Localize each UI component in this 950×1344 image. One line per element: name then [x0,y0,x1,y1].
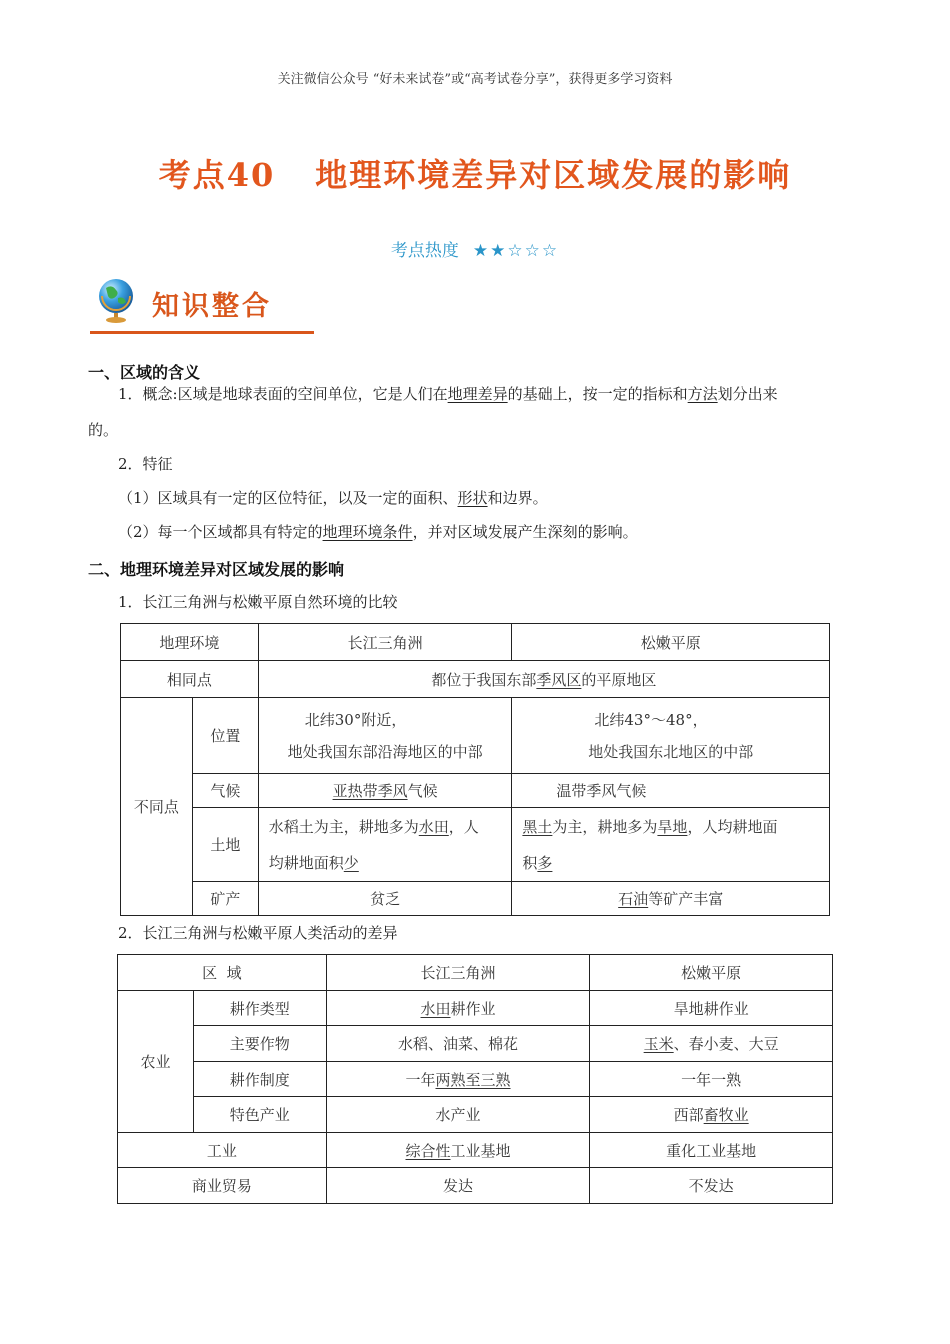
title-prefix: 考点40 [158,156,276,194]
subsection-1-title: 1．长江三角洲与松嫩平原自然环境的比较 [118,593,398,611]
table-header-cell: 地理环境 [121,624,259,661]
table-row [121,774,830,808]
table-row [118,1062,833,1097]
header-note: 关注微信公众号 “好未来试卷”或“高考试卷分享”，获得更多学习资料 [277,72,673,87]
table-cell: 亚热带季风气候 [258,774,512,808]
heat-rating [0,236,950,261]
table-row [118,991,833,1026]
subsection-2-title: 2．长江三角洲与松嫩平原人类活动的差异 [118,924,398,942]
table-cell: 特色产业 [193,1097,326,1133]
paragraph-concept-end: 的。 [88,421,119,439]
globe-icon [92,276,140,324]
human-activity-table [117,954,833,1204]
table-cell: 玉米、春小麦、大豆 [590,1026,833,1062]
table-cell: 旱地耕作业 [590,991,833,1026]
table-header-cell: 区 域 [118,955,327,991]
natural-environment-table [120,623,830,916]
table-cell: 水稻土为主，耕地多为水田，人 均耕地面积少 [258,808,512,882]
table-row [121,698,830,774]
section-banner-divider [90,331,314,334]
title-main: 地理环境差异对区域发展的影响 [315,156,792,194]
table-cell: 农业 [118,991,194,1133]
table-header-cell: 长江三角洲 [258,624,512,661]
table-row [121,661,830,698]
table-cell: 石油等矿产丰富 [512,882,830,916]
table-cell: 土地 [192,808,258,882]
table-cell: 重化工业基地 [590,1133,833,1168]
table-cell: 水田耕作业 [326,991,590,1026]
table-cell: 黑土为主，耕地多为旱地，人均耕地面 积多 [512,808,830,882]
table-row [121,882,830,916]
paragraph-feature-1: （1）区域具有一定的区位特征，以及一定的面积、形状和边界。 [118,489,548,507]
table-cell: 北纬30°附近， 地处我国东部沿海地区的中部 [258,698,512,774]
table-header-cell: 松嫩平原 [512,624,830,661]
star-rating-icon: ★★☆☆☆ [472,241,560,261]
paragraph-concept: 1．概念:区域是地球表面的空间单位，它是人们在地理差异的基础上，按一定的指标和方法划分出来 [118,385,778,403]
underline-term: 形状 [457,489,488,507]
table-cell: 都位于我国东部季风区的平原地区 [258,661,829,698]
underline-term: 地理差异 [447,385,508,403]
table-header-cell: 松嫩平原 [590,955,833,991]
table-cell: 耕作制度 [193,1062,326,1097]
table-cell: 工业 [118,1133,327,1168]
table-row [118,1168,833,1204]
table-row [118,1097,833,1133]
table-cell: 不同点 [121,698,193,916]
table-cell: 贫乏 [258,882,512,916]
underline-term: 地理环境条件 [322,523,413,541]
table-cell: 商业贸易 [118,1168,327,1204]
table-cell: 耕作类型 [193,991,326,1026]
table-row [118,955,833,991]
section-1-heading: 一、区域的含义 [88,363,201,382]
table-cell: 一年两熟至三熟 [326,1062,590,1097]
table-row [118,1133,833,1168]
underline-term: 方法 [687,385,718,403]
table-cell: 水产业 [326,1097,590,1133]
table-cell: 气候 [192,774,258,808]
page-title [0,150,950,196]
table-cell: 不发达 [590,1168,833,1204]
table-row [118,1026,833,1062]
table-row [121,624,830,661]
table-cell: 相同点 [121,661,259,698]
paragraph-feature-2: （2）每一个区域都具有特定的地理环境条件，并对区域发展产生深刻的影响。 [118,523,638,541]
table-cell: 矿产 [192,882,258,916]
section-banner-title: 知识整合 [152,291,272,322]
table-cell: 西部畜牧业 [590,1097,833,1133]
table-header-cell: 长江三角洲 [326,955,590,991]
table-row [121,808,830,882]
table-cell: 温带季风气候 [512,774,830,808]
table-cell: 水稻、油菜、棉花 [326,1026,590,1062]
section-2-heading: 二、地理环境差异对区域发展的影响 [88,560,345,579]
table-cell: 北纬43°～48°， 地处我国东北地区的中部 [512,698,830,774]
table-cell: 综合性工业基地 [326,1133,590,1168]
table-cell: 主要作物 [193,1026,326,1062]
table-cell: 一年一熟 [590,1062,833,1097]
table-cell: 发达 [326,1168,590,1204]
heat-label: 考点热度 [390,241,459,261]
paragraph-feature-title: 2．特征 [118,455,173,473]
table-cell: 位置 [192,698,258,774]
